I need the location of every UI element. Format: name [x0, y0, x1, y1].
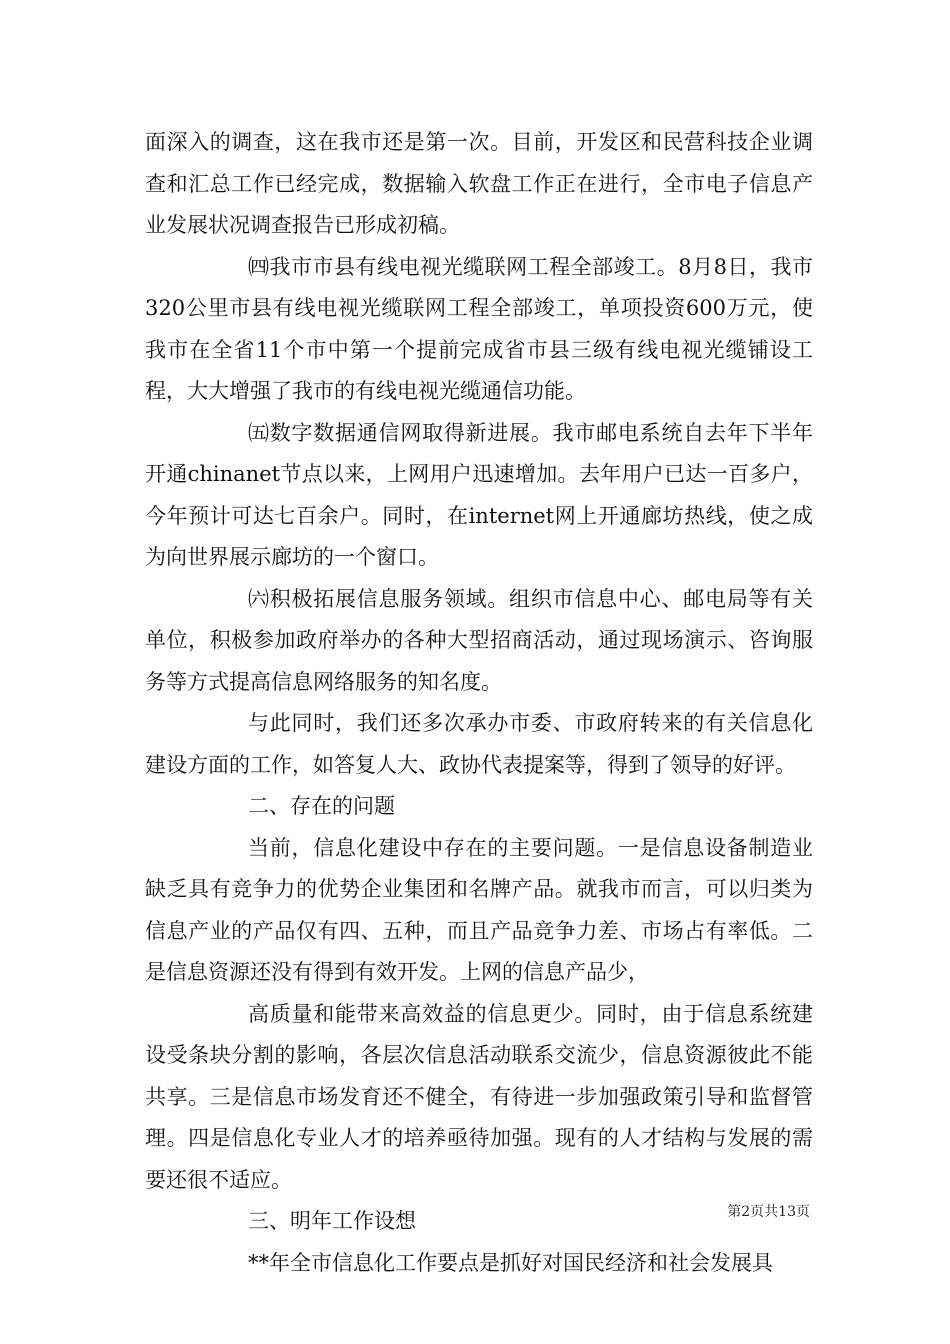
document-body: [145, 122, 813, 1284]
paragraph-1: 面深入的调查，这在我市还是第一次。目前，开发区和民营科技企业调查和汇总工作已经完成，数据输入软盘工作正在进行，全市电子信息产业发展状况调查报告已形成初稿。: [145, 130, 813, 237]
paragraph-3: ㈤数字数据通信网取得新进展。我市邮电系统自去年下半年开通chinanet节点以来，上网用户迅速增加。去年用户已达一百多户，今年预计可达七百余户。同时，在internet网上开通廊坊热线，使之成为向世界展示廊坊的一个窗口。: [145, 420, 813, 569]
section-heading-problems: 二、存在的问题: [248, 794, 395, 818]
paragraph-2: ㈣我市市县有线电视光缆联网工程全部竣工。8月8日，我市320公里市县有线电视光缆联网工程全部竣工，单项投资600万元，使我市在全省11个市中第一个提前完成省市县三级有线电视光缆铺设工程，大大增强了我市的有线电视光缆通信功能。: [145, 254, 813, 403]
page-number: 第2页共13页: [727, 1204, 810, 1220]
paragraph-8: **年全市信息化工作要点是抓好对国民经济和社会发展具: [248, 1250, 773, 1275]
paragraph-4: ㈥积极拓展信息服务领域。组织市信息中心、邮电局等有关单位，积极参加政府举办的各种大型招商活动，通过现场演示、咨询服务等方式提高信息网络服务的知名度。: [145, 586, 813, 694]
section-heading-next-year: 三、明年工作设想: [248, 1209, 416, 1233]
paragraph-5: 与此同时，我们还多次承办市委、市政府转来的有关信息化建设方面的工作，如答复人大、政协代表提案等，得到了领导的好评。: [145, 711, 813, 777]
paragraph-6: 当前，信息化建设中存在的主要问题。一是信息设备制造业缺乏具有竞争力的优势企业集团和名牌产品。就我市而言，可以归类为信息产业的产品仅有四、五种，而且产品竞争力差、市场占有率低。二是信息资源还没有得到有效开发。上网的信息产品少，: [145, 835, 813, 984]
paragraph-7: 高质量和能带来高效益的信息更少。同时，由于信息系统建设受条块分割的影响，各层次信息活动联系交流少，信息资源彼此不能共享。三是信息市场发育还不健全，有待进一步加强政策引导和监督管理。四是信息化专业人才的培养亟待加强。现有的人才结构与发展的需要还很不适应。: [145, 1001, 813, 1192]
